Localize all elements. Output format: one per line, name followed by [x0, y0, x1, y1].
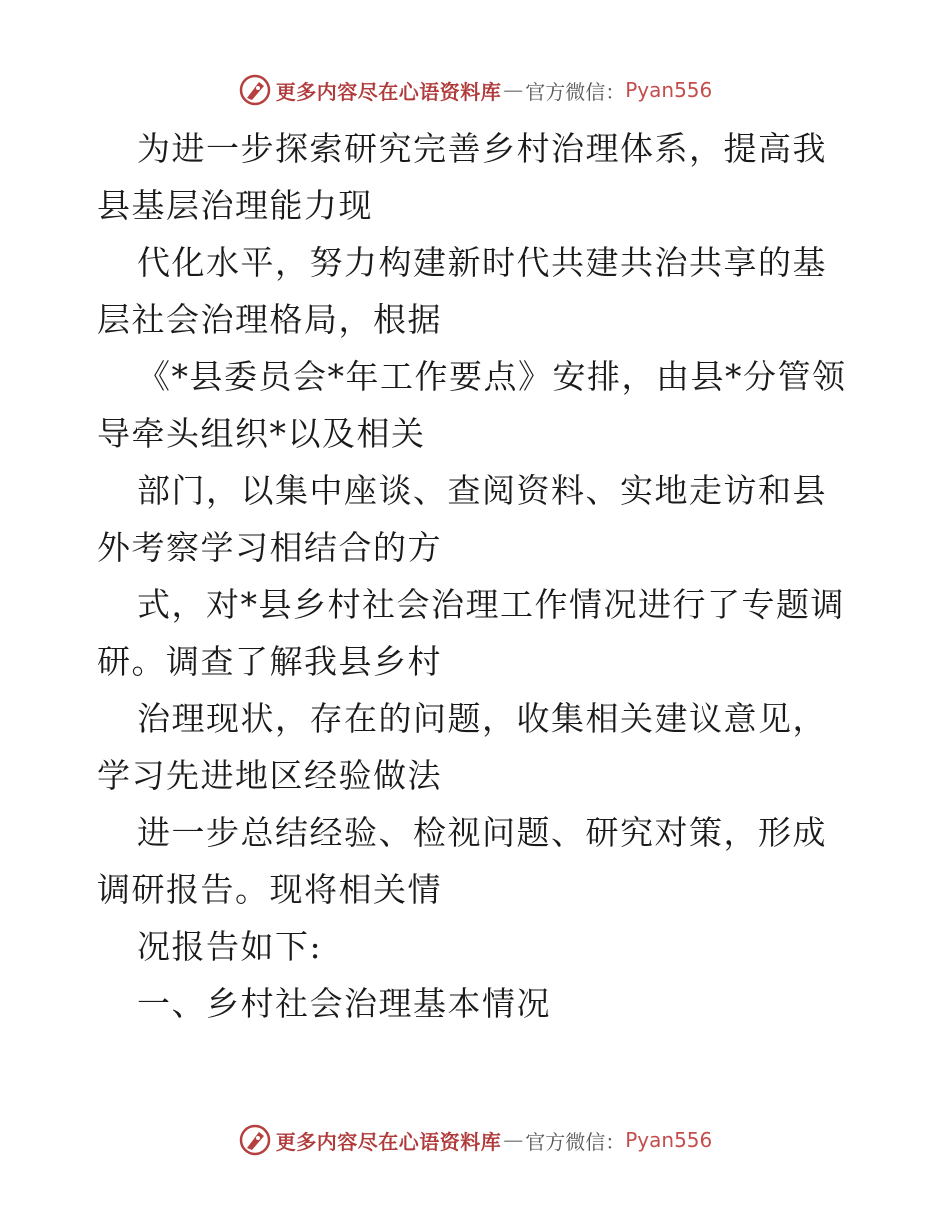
header-watermark: [0, 70, 950, 110]
pen-nib-circle-icon: [238, 73, 272, 107]
watermark-official-label: 官方微信：: [525, 79, 626, 104]
paragraph: 《*县委员会*年工作要点》安排，由县*分管领导牵头组织*以及相关: [97, 357, 847, 453]
footer-watermark: [0, 1120, 950, 1160]
watermark-separator: —: [503, 1128, 524, 1152]
paragraph: 式，对*县乡村社会治理工作情况进行了专题调研。调查了解我县乡村: [97, 585, 845, 681]
watermark-separator: —: [503, 78, 524, 102]
paragraph: 进一步总结经验、检视问题、研究对策，形成调研报告。现将相关情: [97, 813, 827, 909]
watermark-account-id: Pyan556: [625, 78, 713, 102]
watermark-brand: 更多内容尽在心语资料库: [275, 1129, 502, 1154]
paragraph: 况报告如下:: [137, 927, 323, 966]
section-heading: 一、乡村社会治理基本情况: [137, 984, 551, 1023]
watermark-official-label: 官方微信：: [525, 1129, 626, 1154]
paragraph: 治理现状，存在的问题，收集相关建议意见，学习先进地区经验做法: [97, 699, 827, 795]
watermark-brand: 更多内容尽在心语资料库: [275, 79, 502, 104]
pen-nib-circle-icon: [238, 1123, 272, 1157]
paragraph: 部门，以集中座谈、查阅资料、实地走访和县外考察学习相结合的方: [97, 471, 827, 567]
paragraph: 为进一步探索研究完善乡村治理体系，提高我县基层治理能力现: [97, 129, 827, 225]
watermark-account-id: Pyan556: [625, 1128, 713, 1152]
document-body: [97, 120, 857, 1032]
paragraph: 代化水平，努力构建新时代共建共治共享的基层社会治理格局，根据: [97, 243, 827, 339]
